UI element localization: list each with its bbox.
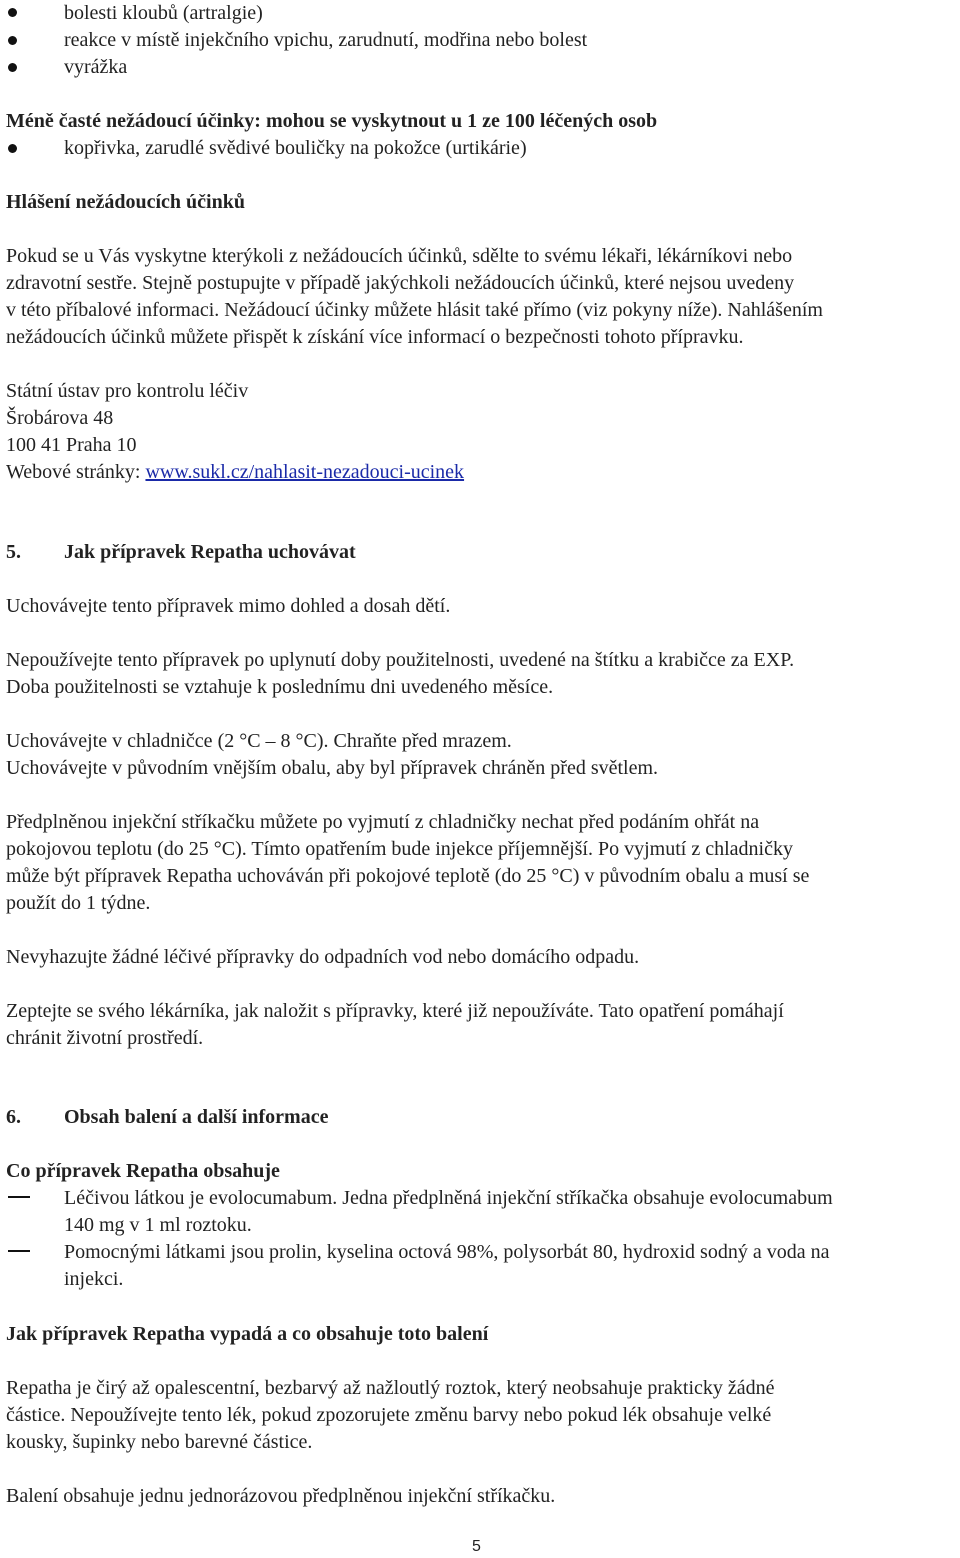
paragraph-line: chránit životní prostředí. [6, 1027, 204, 1049]
page-number: 5 [472, 1538, 481, 1555]
paragraph-line: Nepoužívejte tento přípravek po uplynutí doby použitelnosti, uvedené na štítku a krabičce za EXP. [6, 649, 795, 671]
address-street: Šrobárova 48 [6, 407, 114, 429]
list-item: reakce v místě injekčního vpichu, zarudnutí, modřina nebo bolest [64, 29, 588, 51]
paragraph-line: Zeptejte se svého lékárníka, jak naložit s přípravky, které již nepoužíváte. Tato opatření pomáhají [6, 1000, 784, 1022]
paragraph-line: pokojovou teplotu (do 25 °C). Tímto opatřením bude injekce příjemnější. Po vyjmutí z chladničky [6, 838, 793, 860]
list-item: bolesti kloubů (artralgie) [64, 2, 263, 24]
paragraph-line: Uchovávejte v původním vnějším obalu, aby byl přípravek chráněn před světlem. [6, 757, 659, 779]
dash-icon [8, 1196, 30, 1198]
contents-heading: Co přípravek Repatha obsahuje [6, 1160, 280, 1182]
paragraph-line: v této příbalové informaci. Nežádoucí účinky můžete hlásit také přímo (viz pokyny níže). Nahlášením [6, 299, 823, 321]
section-5-title: Jak přípravek Repatha uchovávat [64, 541, 356, 563]
appearance-heading: Jak přípravek Repatha vypadá a co obsahuje toto balení [6, 1323, 489, 1345]
bullet-icon [8, 36, 17, 45]
section-5-number: 5. [6, 541, 21, 563]
paragraph-line: částice. Nepoužívejte tento lék, pokud zpozorujete změnu barvy nebo pokud lék obsahuje velké [6, 1404, 772, 1426]
bullet-icon [8, 8, 17, 17]
web-link[interactable]: www.sukl.cz/nahlasit-nezadouci-ucinek [145, 461, 465, 483]
paragraph-line: Nevyhazujte žádné léčivé přípravky do odpadních vod nebo domácího odpadu. [6, 946, 640, 968]
paragraph-line: Pokud se u Vás vyskytne kterýkoli z nežádoucích účinků, sdělte to svému lékaři, lékárníkovi nebo [6, 245, 793, 267]
paragraph-line: použít do 1 týdne. [6, 892, 151, 914]
paragraph-line: Repatha je čirý až opalescentní, bezbarvý až nažloutlý roztok, který neobsahuje prakticky žádné [6, 1377, 775, 1399]
paragraph-line: Balení obsahuje jednu jednorázovou předplněnou injekční stříkačku. [6, 1485, 556, 1507]
paragraph-line: Doba použitelnosti se vztahuje k poslednímu dni uvedeného měsíce. [6, 676, 554, 698]
paragraph-line: nežádoucích účinků můžete přispět k získání více informací o bezpečnosti tohoto přípravku. [6, 326, 744, 348]
bullet-icon [8, 144, 17, 153]
section-6-number: 6. [6, 1106, 21, 1128]
paragraph-line: Uchovávejte v chladničce (2 °C – 8 °C). Chraňte před mrazem. [6, 730, 512, 752]
address-city: 100 41 Praha 10 [6, 434, 137, 456]
list-item: kopřivka, zarudlé svědivé bouličky na pokožce (urtikárie) [64, 137, 527, 159]
web-label: Webové stránky: [6, 461, 146, 483]
list-item: Léčivou látkou je evolocumabum. Jedna předplněná injekční stříkačka obsahuje evolocumabum [64, 1187, 833, 1209]
paragraph-line: Uchovávejte tento přípravek mimo dohled a dosah dětí. [6, 595, 451, 617]
paragraph-line: kousky, šupinky nebo barevné částice. [6, 1431, 313, 1453]
list-item-continuation: 140 mg v 1 ml roztoku. [64, 1214, 252, 1236]
section-6-title: Obsah balení a další informace [64, 1106, 329, 1128]
bullet-icon [8, 63, 17, 72]
paragraph-line: Předplněnou injekční stříkačku můžete po vyjmutí z chladničky nechat před podáním ohřát na [6, 811, 760, 833]
paragraph-line: může být přípravek Repatha uchováván při pokojové teplotě (do 25 °C) v původním obalu a musí se [6, 865, 810, 887]
address-web [6, 459, 464, 485]
list-item-continuation: injekci. [64, 1268, 124, 1290]
list-item: Pomocnými látkami jsou prolin, kyselina octová 98%, polysorbát 80, hydroxid sodný a voda na [64, 1241, 830, 1263]
address-name: Státní ústav pro kontrolu léčiv [6, 380, 249, 402]
reporting-heading: Hlášení nežádoucích účinků [6, 191, 245, 213]
uncommon-heading: Méně časté nežádoucí účinky: mohou se vyskytnout u 1 ze 100 léčených osob [6, 110, 658, 132]
list-item: vyrážka [64, 56, 128, 78]
dash-icon [8, 1250, 30, 1252]
paragraph-line: zdravotní sestře. Stejně postupujte v případě jakýchkoli nežádoucích účinků, které nejsou uvedeny [6, 272, 795, 294]
